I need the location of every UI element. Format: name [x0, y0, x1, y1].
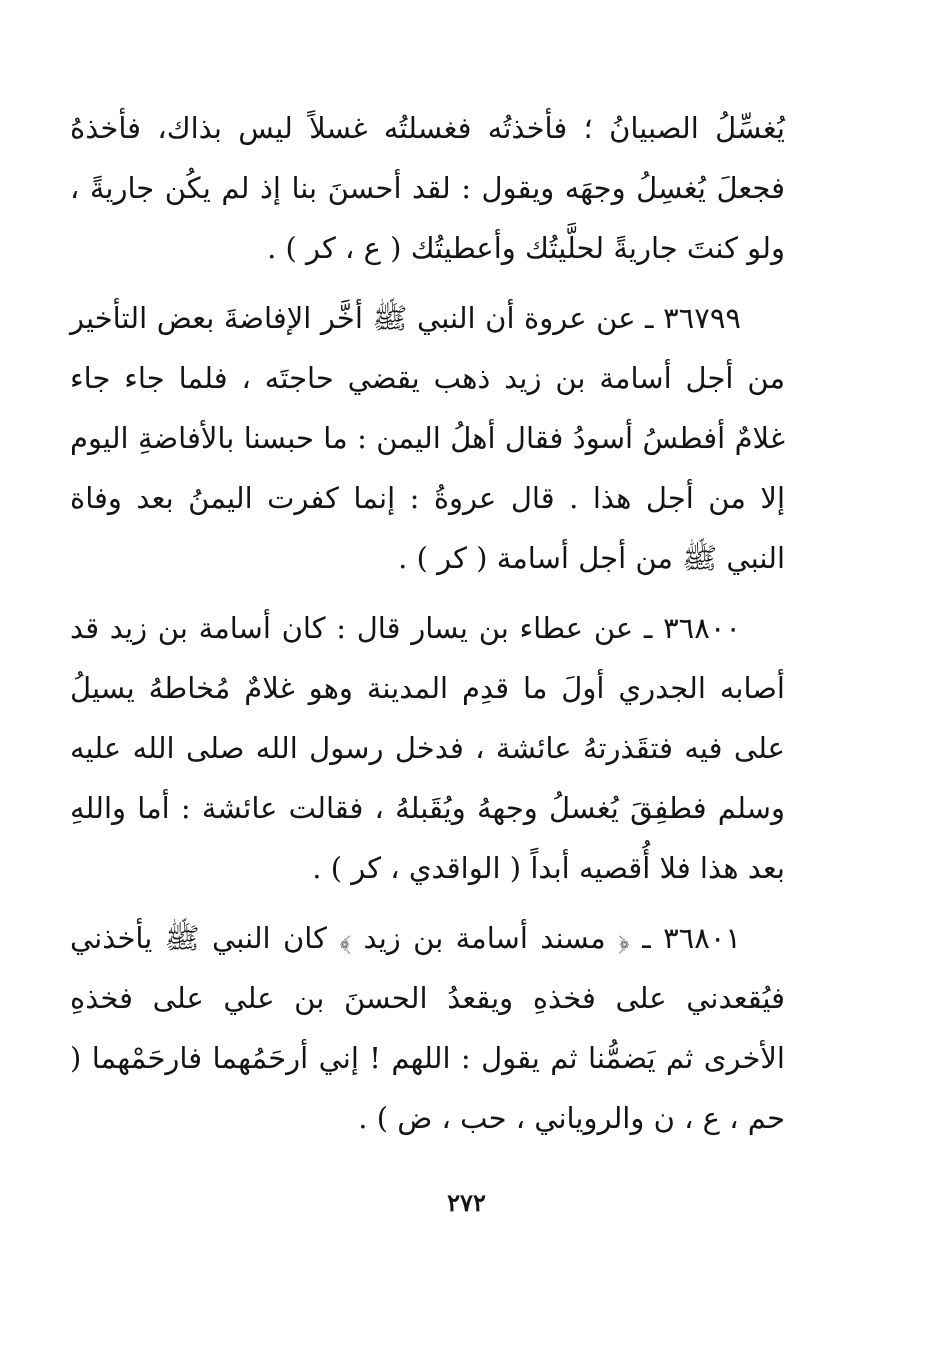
hadith-36799: ٣٦٧٩٩ ـ عن عروة أن النبي ﷺ أخَّر الإفاضةَ بعض التأخير من أجل أسامة بن زيد ذهب يقضي حاجتَه ، فلما جاء جاء غلامٌ أفطسُ أسودُ فقال أهلُ اليمن : ما حبسنا بالأفاضةِ اليوم إلا من أجل هذا . قال عروةُ : إنما كفرت اليمنُ بعد وفاة النبي ﷺ من أجل أسامة ( كر ) .: [70, 301, 785, 575]
page-body: [70, 98, 785, 1158]
hadith-36800: ٣٦٨٠٠ ـ عن عطاء بن يسار قال : كان أسامة بن زيد قد أصابه الجدري أولَ ما قدِم المدينة وهو غلامٌ مُخاطهُ يسيلُ على فيه فتقَذرتهُ عائشة ، فدخل رسول الله صلى الله عليه وسلم فطفِقَ يُغسلُ وجههُ ويُقَبلهُ ، فقالت عائشة : أما واللهِ بعد هذا فلا أُقصيه أبداً ( الواقدي ، كر ) .: [70, 611, 785, 885]
page-number: ٢٧٢: [447, 1188, 486, 1217]
paragraph: يُغسِّلُ الصبيانُ ؛ فأخذتُه فغسلتُه غسلاً ليس بذاك، فأخذهُ فجعلَ يُغسِلُ وجهَه ويقول : لقد أحسنَ بنا إذ لم يكُن جاريةً ، ولو كنتَ جاريةً لحلَّيتُك وأعطيتُك ( ع ، كر ) .: [70, 111, 785, 265]
hadith-36801: ٣٦٨٠١ ـ ﴿ مسند أسامة بن زيد ﴾ كان النبي ﷺ يأخذني فيُقعدني على فخذهِ ويقعدُ الحسنَ بن علي على فخذهِ الأخرى ثم يَضمُّنا ثم يقول : اللهم ! إني أرحَمُهما فارحَمْهما ( حم ، ع ، ن والروياني ، حب ، ض ) .: [70, 921, 785, 1135]
